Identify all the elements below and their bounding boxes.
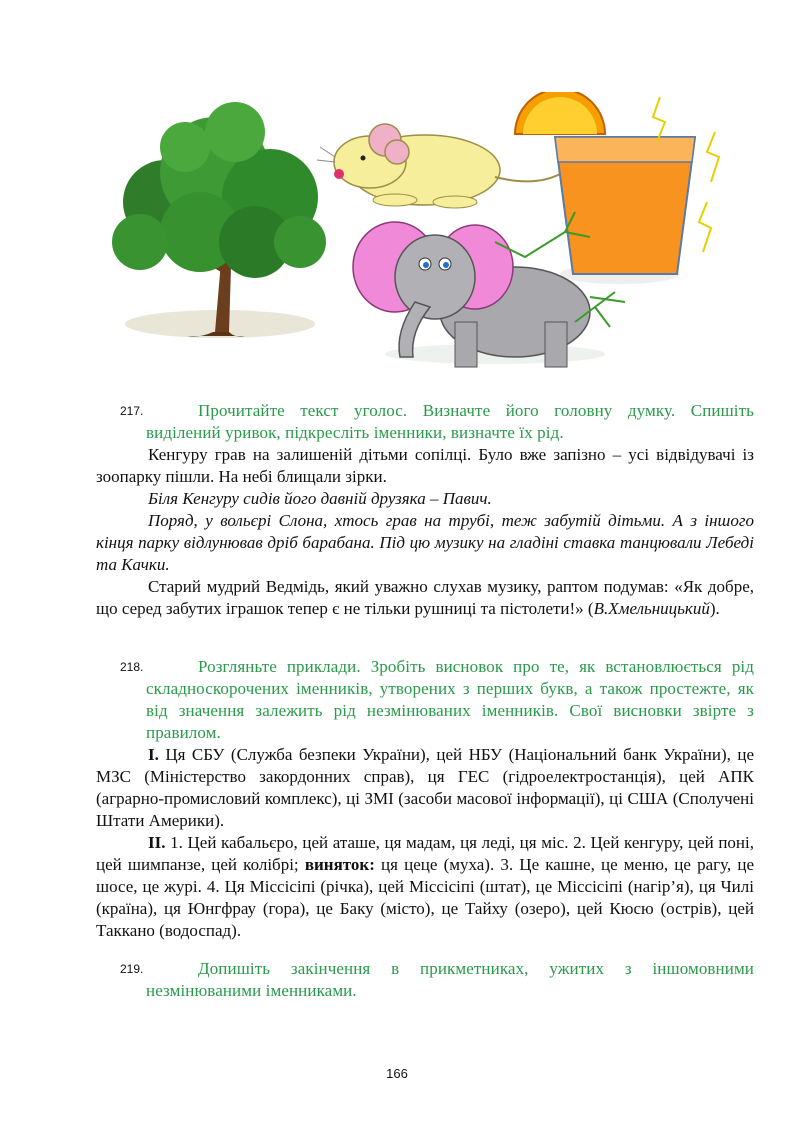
page-number: 166 bbox=[386, 1066, 408, 1081]
paragraph-text: 1. Цей кабальєро, цей аташе, ця мадам, ця леді, ця міс. 2. Цей кенгуру, цей поні, цей шимпанзе, цей колібрі; bbox=[96, 833, 754, 874]
exercise-task: Допишіть закінчення в прикметниках, ужитих з іншомовними незмінюваними іменниками. bbox=[146, 959, 754, 1000]
tree-image bbox=[112, 102, 326, 338]
exercise-text bbox=[96, 444, 754, 620]
paragraph-text: Ця СБУ (Служба безпеки України), цей НБУ (Національний банк України), це МЗС (Міністерство закордонних справ), ця ГЕС (гідроелектростанція), цей АПК (аграрно-промисловий комплекс), ці ЗМІ (засоби масової інформації), ці США (Сполучені Штати Америки). bbox=[96, 745, 754, 830]
paragraph: Кенгуру грав на залишеній дітьми сопілці. Було вже запізно – усі відвідувачі із зоопарку пішли. На небі блищали зірки. bbox=[96, 445, 754, 486]
mouse-image bbox=[317, 124, 560, 208]
exercise-number: 218. bbox=[120, 660, 144, 674]
exercise-number: 217. bbox=[120, 404, 144, 418]
paragraph bbox=[96, 576, 754, 620]
paragraph bbox=[96, 744, 754, 832]
paragraph: Поряд, у вольєрі Слона, хтось грав на трубі, теж забутій дітьми. А з іншого кінця парку відлунював дріб барабана. Під цю музику на гладіні ставка танцювали Лебеді та Качки. bbox=[96, 511, 754, 574]
exercise-text bbox=[96, 744, 754, 942]
juice-glass-image bbox=[515, 92, 719, 284]
illustration bbox=[95, 92, 735, 382]
elephant-image bbox=[353, 212, 625, 367]
paragraph bbox=[96, 832, 754, 942]
paragraph-end: ). bbox=[709, 599, 720, 618]
exercise-number: 219. bbox=[120, 962, 144, 976]
section-label: II. bbox=[148, 833, 166, 852]
exercise-task: Розгляньте приклади. Зробіть висновок про те, як встановлюється рід складноскорочених іменників, утворених з перших букв, а також простежте, як від значення залежить рід незмінюваних іменників. Свої висновки звірте з правилом. bbox=[146, 657, 754, 742]
section-label: I. bbox=[148, 745, 159, 764]
paragraph-text: Старий мудрий Ведмідь, який уважно слухав музику, раптом подумав: «Як добре, що серед забутих іграшок тепер є не тільки рушниці та пістолети!» ( bbox=[96, 577, 754, 618]
author: В.Хмельницький bbox=[593, 599, 710, 618]
paragraph: Біля Кенгуру сидів його давній друзяка – Павич. bbox=[148, 489, 492, 508]
paragraph-text: ця цеце (муха). 3. Це кашне, це меню, це рагу, це шосе, це журі. 4. Ця Міссісіпі (річка), цей Міссісіпі (штат), це Міссісіпі (нагір’я), ця Чилі (країна), ця Юнгфрау (гора), це Баку (місто), це Тайху (озеро), цей Кюсю (острів), цей Таккано (водоспад). bbox=[96, 855, 754, 940]
exception-label: виняток: bbox=[304, 855, 375, 874]
exercise-task: Прочитайте текст уголос. Визначте його головну думку. Спишіть виділений уривок, підкресліть іменники, визначте їх рід. bbox=[146, 401, 754, 442]
